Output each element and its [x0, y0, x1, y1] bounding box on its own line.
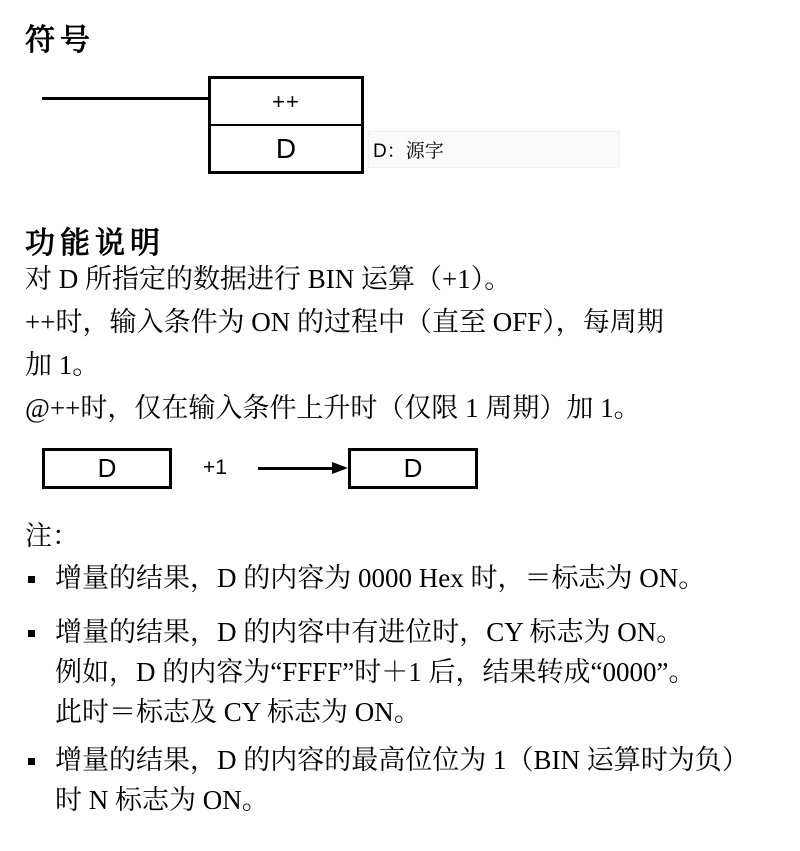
function-description [25, 258, 664, 430]
instruction-operand: D [275, 132, 297, 164]
function-description-line: 对 D 所指定的数据进行 BIN 运算（+1）。 [25, 264, 512, 294]
instruction-mnemonic: ++ [211, 79, 361, 126]
instruction-block [208, 76, 364, 174]
note-bullet [0, 612, 800, 732]
bullet-marker-icon [28, 576, 35, 583]
note-line: 时 N 标志为 ON。 [55, 785, 269, 815]
note-line: 增量的结果，D 的内容中有进位时，CY 标志为 ON。 [55, 617, 684, 647]
flow-arrow-head-icon [332, 462, 348, 474]
function-description-line: 加 1。 [25, 350, 100, 380]
flow-arrow-line [258, 467, 334, 470]
note-bullet [0, 740, 800, 820]
note-line: 增量的结果，D 的内容的最高位位为 1（BIN 运算时为负） [55, 745, 749, 775]
note-line: 例如，D 的内容为“FFFF”时＋1 后，结果转成“0000”。 [55, 657, 696, 687]
bullet-marker-icon [28, 758, 35, 765]
destination-word-box: D [348, 448, 478, 489]
notes-heading: 注： [25, 521, 79, 551]
operand-note: D：源字 [373, 141, 444, 162]
function-description-line: @++时，仅在输入条件上升时（仅限 1 周期）加 1。 [25, 393, 641, 423]
note-bullet [0, 558, 800, 598]
function-section-heading: 功能说明 [25, 227, 165, 260]
source-word-box: D [42, 448, 172, 489]
note-line: 增量的结果，D 的内容为 0000 Hex 时，＝标志为 ON。 [55, 563, 706, 593]
note-line: 此时＝标志及 CY 标志为 ON。 [55, 697, 421, 727]
increment-operation-label: +1 [203, 456, 227, 479]
ladder-input-line [42, 97, 208, 100]
symbol-section-heading: 符号 [25, 24, 95, 57]
function-description-line: ++时，输入条件为 ON 的过程中（直至 OFF），每周期 [25, 307, 664, 337]
bullet-marker-icon [28, 630, 35, 637]
